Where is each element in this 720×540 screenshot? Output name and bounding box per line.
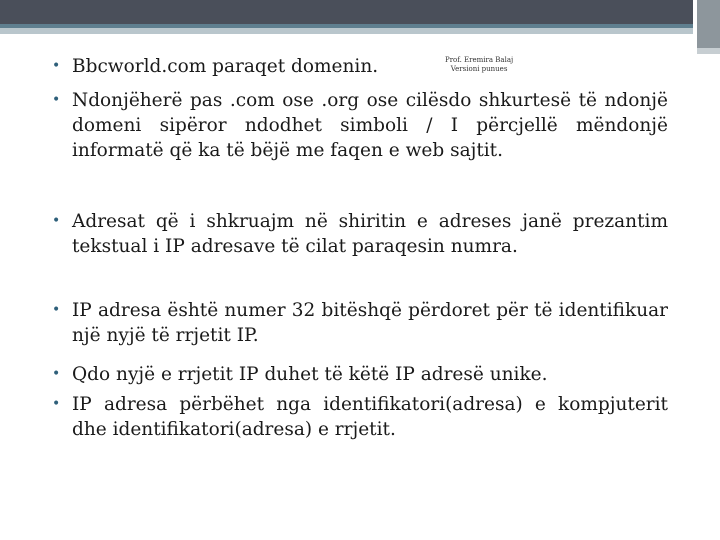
- bullet-item: [52, 362, 668, 387]
- bullet-text: IP adresa përbëhet nga identifikatori(adresa) e kompjuterit dhe identifikatori(adresa) e rrjetit.: [72, 394, 668, 440]
- bullet-text: IP adresa është numer 32 bitëshqë përdoret për të identifikuar një nyjë të rrjetit IP.: [72, 300, 668, 346]
- bullet-item: [52, 392, 668, 442]
- bullet-text: Qdo nyjë e rrjetit IP duhet të këtë IP adresë unike.: [72, 364, 548, 385]
- bullet-marker-icon: •: [52, 213, 61, 229]
- bullet-text: Bbcworld.com paraqet domenin.: [72, 56, 379, 77]
- bullet-marker-icon: •: [52, 396, 61, 412]
- bullet-marker-icon: •: [52, 92, 61, 108]
- header-light-band: [0, 28, 693, 34]
- header-side-light: [697, 48, 720, 54]
- bullet-item: [52, 298, 668, 348]
- header-side-block: [697, 0, 720, 48]
- bullet-marker-icon: •: [52, 302, 61, 318]
- bullet-item: [52, 209, 668, 259]
- version-label: Versioni punues: [450, 65, 508, 73]
- bullet-text: Ndonjëherë pas .com ose .org ose cilësdo shkurtesë të ndonjë domeni sipëror ndodhet simboli / I përcjellë mëndonjë informatë që ka të bëjë me faqen e web sajtit.: [72, 90, 668, 161]
- slide-header-band: [0, 0, 720, 38]
- bullet-marker-icon: •: [52, 58, 61, 74]
- header-dark-band: [0, 0, 693, 24]
- author-name: Prof. Eremira Balaj: [445, 56, 514, 64]
- bullet-marker-icon: •: [52, 366, 61, 382]
- bullet-item: [52, 54, 668, 79]
- bullet-item: [52, 88, 668, 163]
- bullet-text: Adresat që i shkruajm në shiritin e adreses janë prezantim tekstual i IP adresave të cilat paraqesin numra.: [72, 211, 668, 257]
